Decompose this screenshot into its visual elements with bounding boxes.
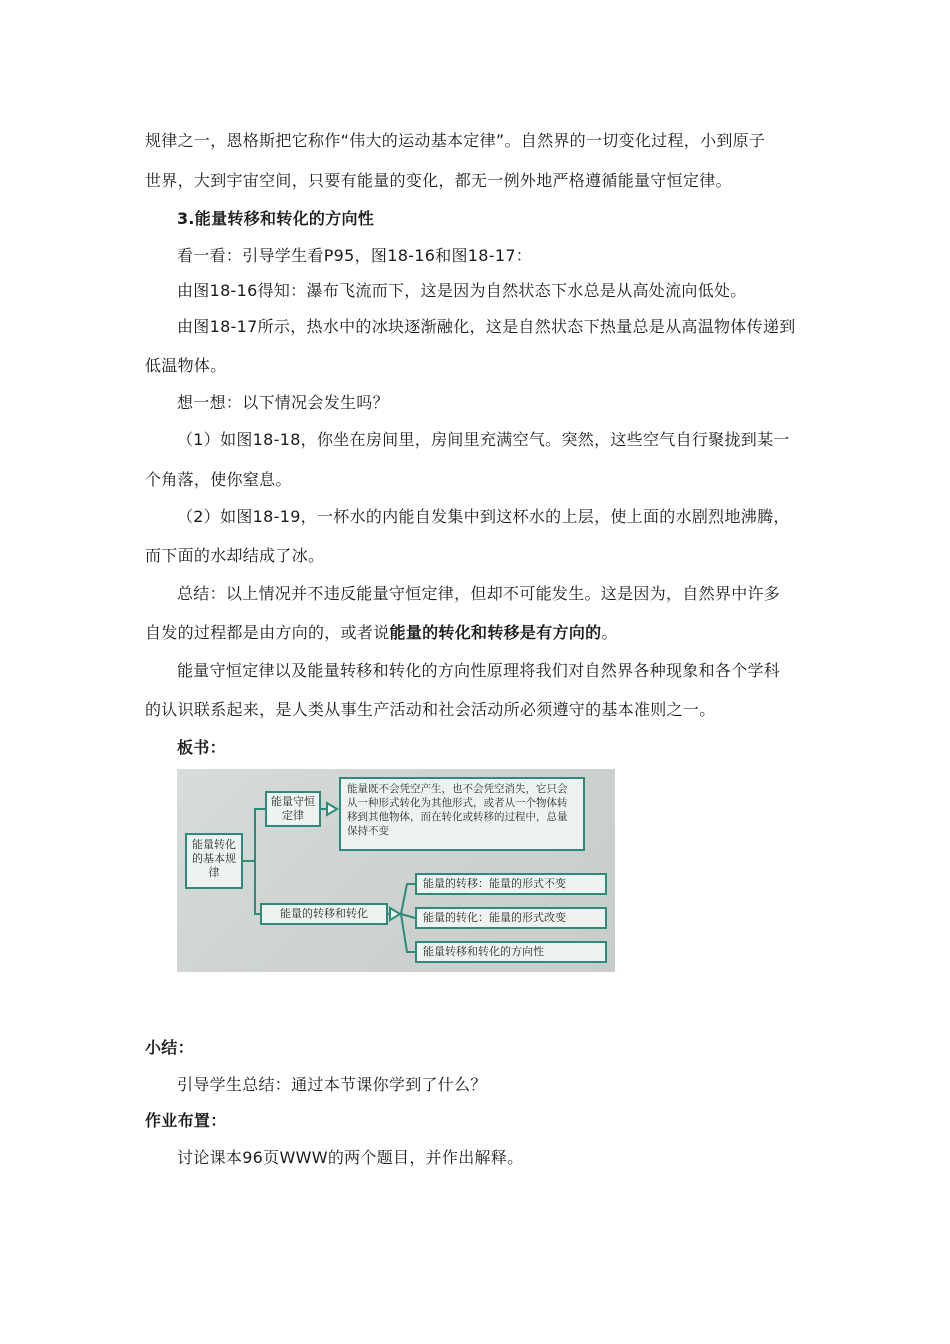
- paragraph-line: 规律之一，恩格斯把它称作“伟大的运动基本定律”。自然界的一切变化过程，小到原子: [145, 131, 766, 150]
- transfer-box: 能量的转移：能量的形式不变: [415, 873, 607, 895]
- homework-text: 讨论课本96页WWW的两个题目，并作出解释。: [177, 1148, 524, 1167]
- paragraph-line: （2）如图18-19，一杯水的内能自发集中到这杯水的上层，使上面的水剧烈地沸腾，: [177, 507, 790, 526]
- emphasis-text: 能量的转化和转移是有方向的: [389, 623, 602, 642]
- board-heading: 板书：: [177, 738, 226, 757]
- paragraph-line: （1）如图18-18，你坐在房间里，房间里充满空气。突然，这些空气自行聚拢到某一: [177, 430, 790, 449]
- paragraph-line: 低温物体。: [145, 356, 227, 375]
- paragraph-line: 想一想：以下情况会发生吗？: [177, 393, 389, 412]
- board-diagram-photo: [177, 769, 615, 972]
- paragraph-line: [145, 623, 618, 643]
- section-heading: 3.能量转移和转化的方向性: [177, 209, 375, 228]
- summary-heading: 小结：: [145, 1038, 194, 1057]
- paragraph-line: 由图18-17所示，热水中的冰块逐渐融化，这是自然状态下热量总是从高温物体传递到: [177, 317, 796, 336]
- paragraph-line: 能量守恒定律以及能量转移和转化的方向性原理将我们对自然界各种现象和各个学科: [177, 661, 781, 680]
- text-span: 。: [601, 623, 618, 642]
- summary-text: 引导学生总结：通过本节课你学到了什么？: [177, 1075, 487, 1094]
- law-description-box: 能量既不会凭空产生，也不会凭空消失，它只会从一种形式转化为其他形式，或者从一个物体转移到其他物体，而在转化或转移的过程中，总量保持不变: [339, 777, 585, 851]
- transfer-transform-box: 能量的转移和转化: [260, 903, 388, 925]
- text-span: 自发的过程都是由方向的，或者说: [145, 623, 390, 642]
- transform-box: 能量的转化：能量的形式改变: [415, 907, 607, 929]
- direction-box: 能量转移和转化的方向性: [415, 941, 607, 963]
- paragraph-line: 由图18-16得知：瀑布飞流而下，这是因为自然状态下水总是从高处流向低处。: [177, 281, 747, 300]
- paragraph-line: 总结：以上情况并不违反能量守恒定律，但却不可能发生。这是因为，自然界中许多: [177, 584, 781, 603]
- main-topic-box: 能量转化的基本规律: [185, 833, 243, 889]
- paragraph-line: 看一看：引导学生看P95，图18-16和图18-17：: [177, 246, 533, 265]
- paragraph-line: 世界，大到宇宙空间，只要有能量的变化，都无一例外地严格遵循能量守恒定律。: [145, 171, 732, 190]
- paragraph-line: 个角落，使你窒息。: [145, 470, 292, 489]
- homework-heading: 作业布置：: [145, 1111, 227, 1130]
- paragraph-line: 的认识联系起来，是人类从事生产活动和社会活动所必须遵守的基本准则之一。: [145, 700, 716, 719]
- conservation-law-box: 能量守恒定律: [265, 791, 321, 827]
- paragraph-line: 而下面的水却结成了冰。: [145, 546, 325, 565]
